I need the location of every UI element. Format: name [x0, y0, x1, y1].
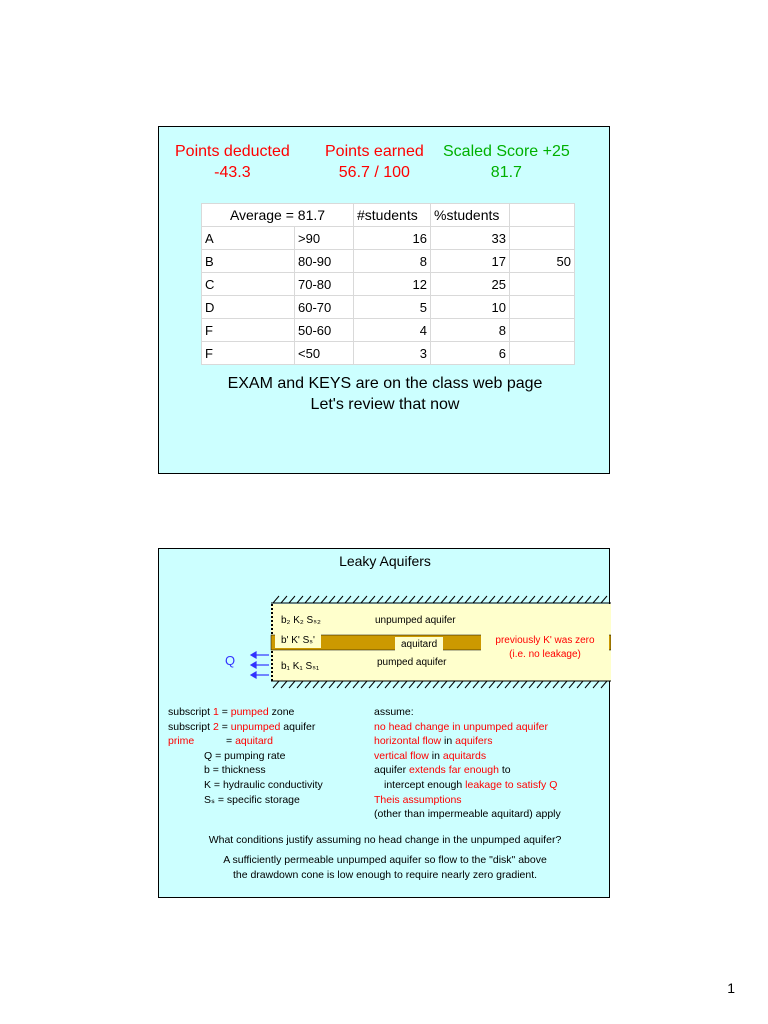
- assumption-text: in: [441, 735, 456, 748]
- upper-params-label: b₂ K₂ Sₛ₂: [281, 615, 321, 626]
- definition-highlight: pumped: [230, 706, 269, 718]
- assumption-text: intercept enough: [384, 778, 466, 791]
- percent-cell: 33: [431, 227, 510, 250]
- extra-cell: [510, 342, 575, 365]
- assumption-highlight: aquitards: [442, 749, 487, 762]
- range-cell: >90: [295, 227, 354, 250]
- definition-highlight: aquitard: [235, 735, 274, 748]
- range-cell: 70-80: [295, 273, 354, 296]
- definition-highlight: prime: [168, 735, 195, 748]
- range-cell: 50-60: [295, 319, 354, 342]
- assumption-highlight: aquifers: [455, 735, 493, 748]
- points-deducted: [175, 141, 290, 183]
- grade-cell: F: [202, 342, 295, 365]
- definition-text: =: [218, 720, 231, 733]
- range-cell: 80-90: [295, 250, 354, 273]
- answer-line2: the drawdown cone is low enough to require nearly zero gradient.: [232, 869, 538, 881]
- previous-k-note: [481, 633, 609, 663]
- table-row: [202, 273, 575, 296]
- range-cell: 60-70: [295, 296, 354, 319]
- points-earned: [325, 141, 424, 183]
- definition-text: aquifer: [280, 720, 316, 733]
- table-header-blank: [510, 204, 575, 227]
- grade-cell: A: [202, 227, 295, 250]
- unpumped-aquifer-label: unpumped aquifer: [369, 613, 462, 628]
- definition-prime: [168, 734, 323, 749]
- definition-text: zone: [268, 706, 295, 718]
- percent-cell: 10: [431, 296, 510, 319]
- points-earned-label: Points earned: [325, 143, 424, 160]
- count-cell: 4: [354, 319, 431, 342]
- top-ground-hatch: [271, 596, 611, 603]
- assumption-highlight: leakage to satisfy Q: [465, 778, 558, 791]
- table-header-row: [202, 204, 575, 227]
- answer-line1: A sufficiently permeable unpumped aquifer so flow to the "disk" above: [223, 854, 547, 866]
- grade-distribution-table: [201, 203, 575, 365]
- grade-cell: C: [202, 273, 295, 296]
- points-deducted-value: -43.3: [214, 164, 251, 181]
- count-cell: 16: [354, 227, 431, 250]
- assumptions-list: [374, 705, 561, 822]
- definition-subscript-2: [168, 720, 323, 735]
- grade-cell: F: [202, 319, 295, 342]
- definitions-list: [168, 705, 323, 807]
- table-header-students: #students: [354, 204, 431, 227]
- definition-k: K = hydraulic conductivity: [204, 778, 323, 791]
- assumption-leakage: [374, 778, 561, 793]
- slide-exam-scores: [158, 126, 610, 474]
- definition-b: b = thickness: [204, 764, 266, 777]
- definition-text: subscript: [168, 706, 213, 718]
- q-label: Q: [225, 653, 236, 668]
- extra-cell: [510, 273, 575, 296]
- percent-cell: 25: [431, 273, 510, 296]
- assumption-highlight: vertical flow: [374, 749, 429, 762]
- question-text: What conditions justify assuming no head change in the unpumped aquifer?: [208, 834, 562, 846]
- table-header-average: Average = 81.7: [202, 204, 354, 227]
- grade-cell: B: [202, 250, 295, 273]
- count-cell: 8: [354, 250, 431, 273]
- percent-cell: 6: [431, 342, 510, 365]
- table-row: [202, 342, 575, 365]
- scaled-score-label: Scaled Score +25: [443, 143, 570, 160]
- assumption-text: to: [498, 764, 511, 777]
- range-cell: <50: [295, 342, 354, 365]
- grade-cell: D: [202, 296, 295, 319]
- count-cell: 5: [354, 296, 431, 319]
- assumption-exception: (other than impermeable aquitard) apply: [374, 808, 561, 821]
- slide-leaky-aquifers: [158, 548, 610, 898]
- table-row: [202, 250, 575, 273]
- exam-keys-message: EXAM and KEYS are on the class web page: [227, 375, 543, 392]
- assume-heading: assume:: [374, 706, 414, 718]
- definition-text: =: [218, 706, 231, 718]
- pumped-aquifer-label: pumped aquifer: [371, 655, 453, 670]
- assumption-text: in: [428, 749, 443, 762]
- points-deducted-label: Points deducted: [175, 143, 290, 160]
- definition-subscript-num: 1: [212, 706, 219, 718]
- assumption-theis: Theis assumptions: [374, 793, 462, 806]
- previous-k-note-line1: previously K' was zero: [495, 635, 595, 646]
- definition-text: subscript: [168, 720, 213, 733]
- percent-cell: 8: [431, 319, 510, 342]
- scaled-score: [443, 141, 570, 183]
- slide-title: Leaky Aquifers: [339, 553, 431, 569]
- definition-text: =: [226, 735, 236, 748]
- pumping-arrows-icon: [251, 652, 269, 678]
- assumption-vertical-flow: [374, 749, 561, 764]
- count-cell: 12: [354, 273, 431, 296]
- definition-ss: Sₛ = specific storage: [204, 793, 300, 806]
- assumption-extent: [374, 763, 561, 778]
- page-number: 1: [727, 980, 735, 996]
- review-message: Let's review that now: [310, 396, 460, 413]
- extra-cell: [510, 296, 575, 319]
- definition-highlight: unpumped: [230, 720, 281, 733]
- assumption-text: aquifer: [374, 764, 410, 777]
- extra-cell: [510, 319, 575, 342]
- definition-subscript-num: 2: [212, 720, 219, 733]
- percent-cell: 17: [431, 250, 510, 273]
- lower-params-label: b₁ K₁ Sₛ₁: [281, 661, 320, 672]
- points-earned-value: 56.7 / 100: [338, 164, 410, 181]
- extra-cell: 50: [510, 250, 575, 273]
- count-cell: 3: [354, 342, 431, 365]
- aquitard-params-label: b' K' Sₛ': [275, 633, 321, 648]
- assumption-highlight: horizontal flow: [374, 735, 442, 748]
- table-row: [202, 296, 575, 319]
- bottom-ground-hatch: [271, 681, 611, 688]
- table-row: [202, 319, 575, 342]
- definition-subscript-1: [168, 705, 323, 720]
- extra-cell: [510, 227, 575, 250]
- aquitard-label: aquitard: [395, 637, 443, 652]
- table-row: [202, 227, 575, 250]
- assumption-highlight: extends far enough: [409, 764, 499, 777]
- scaled-score-value: 81.7: [490, 164, 522, 181]
- previous-k-note-line2: (i.e. no leakage): [509, 649, 581, 660]
- definition-q: Q = pumping rate: [204, 749, 286, 762]
- table-header-percent: %students: [431, 204, 510, 227]
- assumption-no-head-change: no head change in unpumped aquifer: [374, 720, 548, 733]
- assumption-horizontal-flow: [374, 734, 561, 749]
